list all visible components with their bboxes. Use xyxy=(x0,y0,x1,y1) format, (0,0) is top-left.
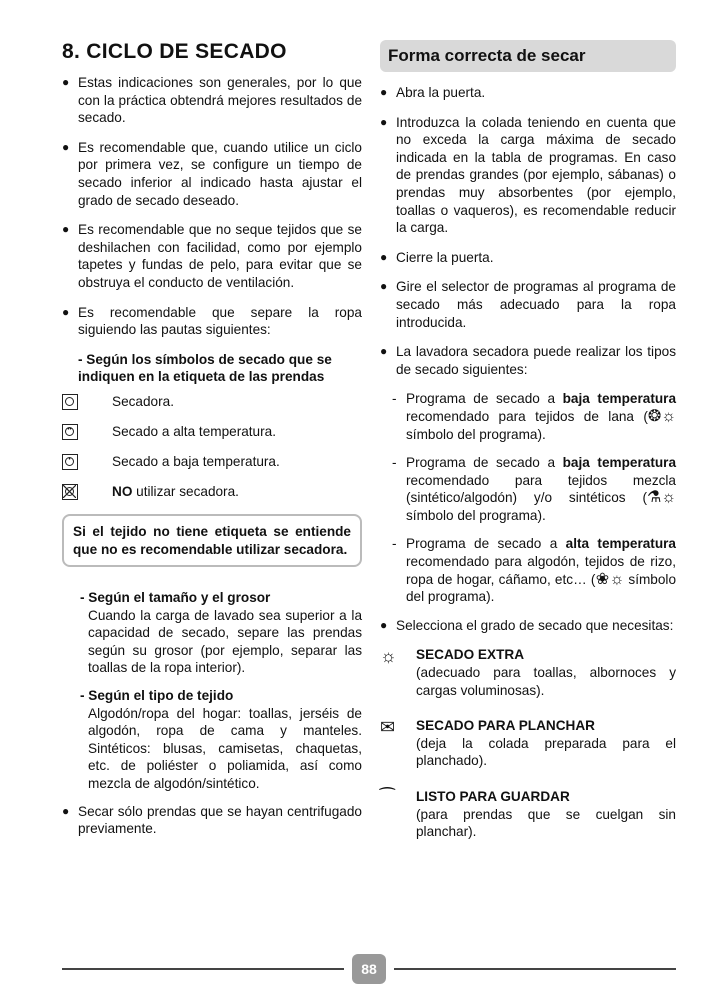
symbol-label: Secado a baja temperatura. xyxy=(112,454,280,470)
option-cupboard-dry xyxy=(380,788,676,841)
tumble-dry-low-icon: • xyxy=(62,454,78,470)
fabric-text: Algodón/ropa del hogar: toallas, jerséis de algodón, ropa de cama y manteles. Sintéticos: blusas, camisetas, chaquetas, etc. de poliéster o poliamida, así como mezcla de algodón/sintético. xyxy=(88,705,362,792)
page-footer xyxy=(62,954,676,984)
symbol-row-high-temp xyxy=(62,424,362,440)
footer-rule-left xyxy=(62,968,344,970)
tumble-dry-icon xyxy=(62,394,78,410)
sun-icon: ☼ xyxy=(380,646,397,667)
right-column xyxy=(380,40,676,859)
size-block xyxy=(62,589,362,677)
cotton-dry-icon: ❀☼ xyxy=(595,570,625,588)
program-item-synthetic: - Programa de secado a baja temperatura recomendado para tejidos mezcla (sintético/algodón) y/o sintéticos (⚗☼ símbolo del programa). xyxy=(392,455,676,523)
right-bullet-5: ● La lavadora secadora puede realizar los tipos de secado siguientes: xyxy=(380,343,676,378)
size-text: Cuando la carga de lavado sea superior a la capacidad de secado, separe las prendas según su grosor (por ejemplo, separar las toallas de la ropa interior). xyxy=(88,607,362,676)
left-bullet-4: ● Es recomendable que separe la ropa siguiendo las pautas siguientes: xyxy=(62,304,362,339)
option-title: SECADO EXTRA xyxy=(416,647,525,663)
option-iron-dry xyxy=(380,717,676,770)
symbol-row-tumble-dry xyxy=(62,394,362,410)
option-desc: (deja la colada preparada para el planchado). xyxy=(416,735,676,769)
note-box: Si el tejido no tiene etiqueta se entiende que no es recomendable utilizar secadora. xyxy=(62,514,362,567)
symbol-label: Secado a alta temperatura. xyxy=(112,424,276,440)
synthetic-dry-icon: ⚗☼ xyxy=(646,489,676,507)
hanger-icon: ⁀ xyxy=(380,788,395,808)
left-bullet-3: ● Es recomendable que no seque tejidos que se deshilachen con facilidad, como por ejemplo tapetes y fundas de pelo, para evitar que se obstruya el conducto de ventilación. xyxy=(62,221,362,291)
option-desc: (para prendas que se cuelgan sin planchar). xyxy=(416,806,676,840)
wool-dry-icon: ❂☼ xyxy=(647,407,676,425)
symbol-label-bold: NO xyxy=(112,484,133,500)
right-heading: Forma correcta de secar xyxy=(380,40,676,72)
program-item-wool: - Programa de secado a baja temperatura recomendado para tejidos de lana (❂☼ símbolo del programa). xyxy=(392,391,676,442)
fabric-subheading: - Según el tipo de tejido xyxy=(80,688,234,704)
left-last-bullet: ● Secar sólo prendas que se hayan centrifugado previamente. xyxy=(62,803,362,838)
option-extra-dry xyxy=(380,646,676,699)
symbol-label: Secadora. xyxy=(112,394,174,410)
program-item-cotton: - Programa de secado a alta temperatura recomendado para algodón, tejidos de rizo, ropa de hogar, cáñamo, etc… (❀☼ símbolo del programa). xyxy=(392,536,677,605)
symbol-label: utilizar secadora. xyxy=(132,484,239,500)
fabric-block xyxy=(62,687,362,793)
left-bullet-1: ● Estas indicaciones son generales, por lo que con la práctica obtendrá mejores resultados de secado. xyxy=(62,74,362,127)
right-bullet-2: ● Introduzca la colada teniendo en cuenta que no exceda la carga máxima de secado indicada en la tabla de programas. En caso de prendas grandes (por ejemplo, sábanas) o prendas muy absorbentes (por ejemplo, toallas o vaqueros), es recomendable reducir la carga. xyxy=(380,114,676,237)
select-level-bullet: ● Selecciona el grado de secado que necesitas: xyxy=(380,617,676,635)
right-bullet-4: ● Gire el selector de programas al programa de secado más adecuado para la ropa introducida. xyxy=(380,278,676,331)
tumble-dry-high-icon: •• xyxy=(62,424,78,440)
symbols-subheading: - Según los símbolos de secado que se indiquen en la etiqueta de las prendas xyxy=(78,351,332,385)
page-number: 88 xyxy=(352,954,386,984)
section-title: 8. CICLO DE SECADO xyxy=(62,40,287,63)
option-title: LISTO PARA GUARDAR xyxy=(416,789,570,804)
do-not-tumble-dry-icon xyxy=(62,484,78,500)
symbol-row-no-dryer xyxy=(62,484,362,500)
left-column xyxy=(62,40,362,850)
size-subheading: - Según el tamaño y el grosor xyxy=(80,590,271,606)
right-bullet-1: ● Abra la puerta. xyxy=(380,84,676,102)
right-bullet-3: ● Cierre la puerta. xyxy=(380,249,676,267)
symbol-row-low-temp xyxy=(62,454,362,470)
iron-icon: ✉ xyxy=(380,717,396,738)
option-desc: (adecuado para toallas, albornoces y cargas voluminosas). xyxy=(416,665,676,698)
footer-rule-right xyxy=(394,968,676,970)
left-bullet-2: ● Es recomendable que, cuando utilice un ciclo por primera vez, se configure un tiempo de secado inferior al indicado hasta ajustar el grado de secado deseado. xyxy=(62,139,362,209)
option-title: SECADO PARA PLANCHAR xyxy=(416,718,595,734)
